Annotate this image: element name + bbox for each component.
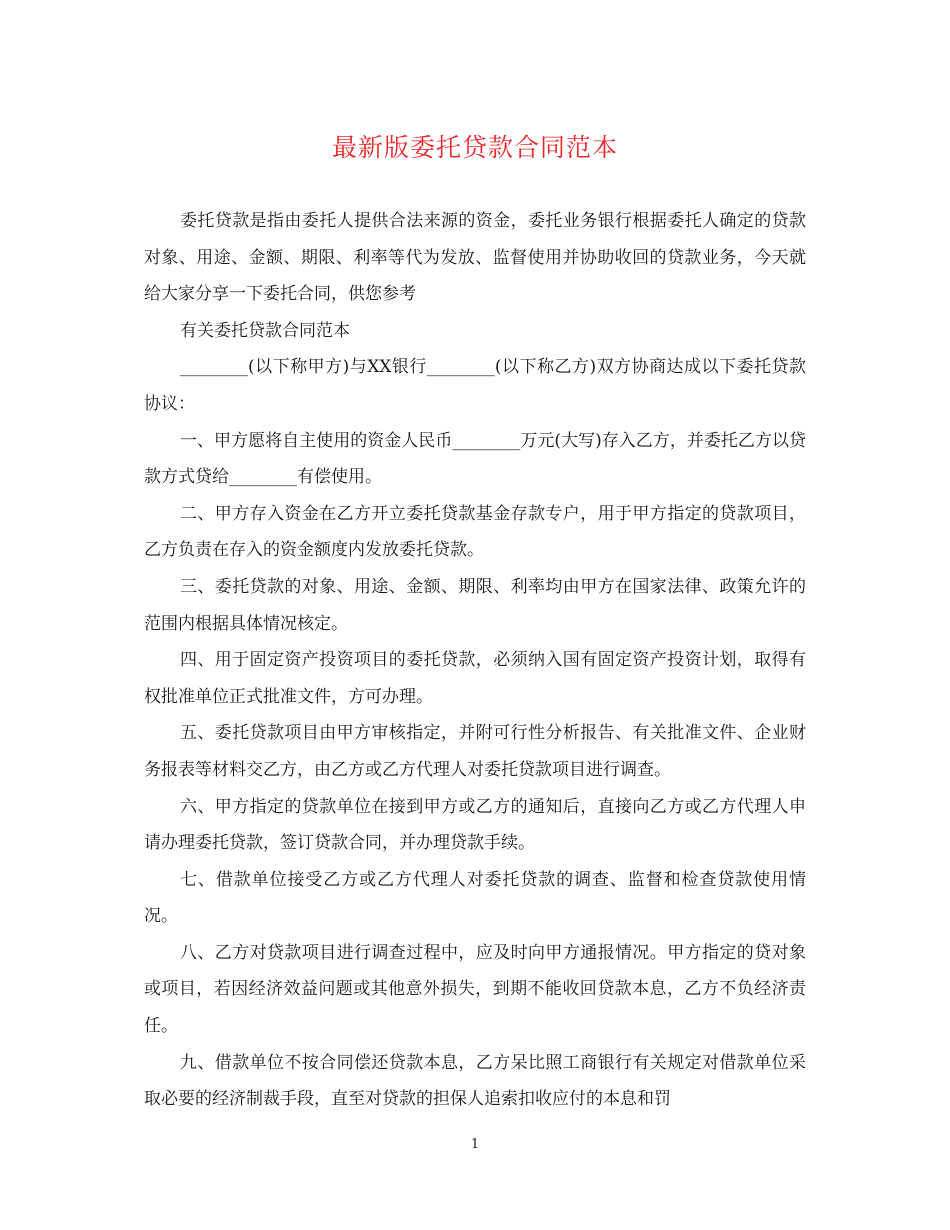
paragraph-clause-2: 二、甲方存入资金在乙方开立委托贷款基金存款专户，用于甲方指定的贷款项目，乙方负责在存入的资金额度内发放委托贷款。 bbox=[144, 503, 806, 561]
paragraph-clause-6: 六、甲方指定的贷款单位在接到甲方或乙方的通知后，直接向乙方或乙方代理人申请办理委托贷款，签订贷款合同，并办理贷款手续。 bbox=[144, 796, 806, 854]
document-body bbox=[144, 203, 806, 1118]
paragraph-clause-4: 四、用于固定资产投资项目的委托贷款，必须纳入国有固定资产投资计划，取得有权批准单位正式批准文件，方可办理。 bbox=[144, 650, 806, 707]
paragraph-clause-1: 一、甲方愿将自主使用的资金人民币________万元(大写)存入乙方，并委托乙方以贷款方式贷给________有偿使用。 bbox=[144, 430, 806, 488]
paragraph-clause-7: 七、借款单位接受乙方或乙方代理人对委托贷款的调查、监督和检查贷款使用情况。 bbox=[144, 869, 806, 927]
paragraph-clause-9: 九、借款单位不按合同偿还贷款本息，乙方呆比照工商银行有关规定对借款单位采取必要的经济制裁手段，直至对贷款的担保人追索扣收应付的本息和罚 bbox=[144, 1052, 806, 1110]
document-title: 最新版委托贷款合同范本 bbox=[331, 133, 618, 162]
page-number: 1 bbox=[470, 1137, 480, 1152]
paragraph-clause-5: 五、委托贷款项目由甲方审核指定，并附可行性分析报告、有关批准文件、企业财务报表等材料交乙方，由乙方或乙方代理人对委托贷款项目进行调查。 bbox=[144, 723, 806, 780]
paragraph-heading: 有关委托贷款合同范本 bbox=[180, 320, 350, 341]
paragraph-parties: ________(以下称甲方)与XX银行________(以下称乙方)双方协商达成以下委托贷款协议： bbox=[144, 357, 806, 414]
paragraph-clause-8: 八、乙方对贷款项目进行调查过程中，应及时向甲方通报情况。甲方指定的贷对象或项目，若因经济效益问题或其他意外损失，到期不能收回贷款本息，乙方不负经济责任。 bbox=[144, 942, 806, 1037]
paragraph-clause-3: 三、委托贷款的对象、用途、金额、期限、利率均由甲方在国家法律、政策允许的范围内根据具体情况核定。 bbox=[144, 576, 806, 634]
paragraph-intro: 委托贷款是指由委托人提供合法来源的资金，委托业务银行根据委托人确定的贷款对象、用途、金额、期限、利率等代为发放、监督使用并协助收回的贷款业务，今天就给大家分享一下委托合同，供您参考 bbox=[144, 211, 806, 305]
